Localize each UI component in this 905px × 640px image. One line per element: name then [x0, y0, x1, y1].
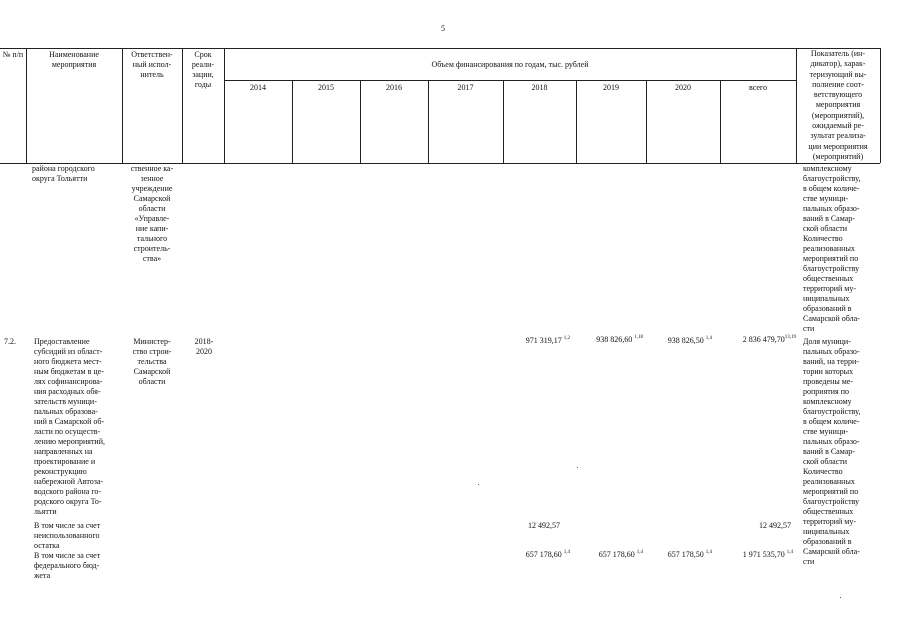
header-year-2015: 2015: [318, 83, 334, 92]
header-total: всего: [748, 83, 767, 92]
header-indicator: Показатель (ин- дикатор), харак- теризующий вы- полнение соот- ветствующего мероприятия (мероприятий), ожидаемый ре- зультат реализа- ции мероприятия (мероприятий): [808, 49, 868, 161]
sub1-name: В том числе за счет неиспользованного остатка: [34, 521, 101, 550]
row-responsible: Министер- ство строи- тельства Самарской области: [132, 337, 172, 386]
scan-speck: [577, 467, 578, 468]
page-number: 5: [441, 24, 445, 33]
sub2-value-2019: 657 178,60 $^{1,4}$: [598, 550, 643, 559]
row-number: 7.2.: [4, 337, 16, 346]
row-indicator: Доля муници- пальных образо- ваний, на терри- тории которых проведены ме- роприятия по комплексному благоустройству, в общем количе- стве муници- пальных образо- ваний в Самар- ской области Количество реализованных мероприятий по благоустройству общественных территорий му- ниципальных образований в Самарской обла- сти: [803, 337, 861, 566]
row-name: Предоставление субсидий из област- ного бюджета мест- ным бюджетам в це- лях софинансирова- ния расходных обя- зательств муници- пальных образова- ний в Самарской об- ласти по осуществ- лению мероприятий, направленных на проектирование и реконструкцию набережной Автоза- водского района го- родского округа То- льятти: [34, 337, 105, 516]
header-year-2017: 2017: [457, 83, 474, 92]
header-name: Наименование мероприятия: [49, 50, 99, 69]
header-year-2018: 2018: [531, 83, 548, 92]
value-2019: 938 826,60 $^{1,18}$: [596, 335, 643, 344]
header-responsible: Ответствен- ный испол- нитель: [131, 50, 173, 79]
value-2020: 938 826,50 $^{1,4}$: [667, 336, 712, 345]
header-term: Срок реали- зации, годы: [191, 50, 215, 89]
header-year-2014: 2014: [250, 83, 266, 92]
sub2-value-2018: 657 178,60 $^{1,4}$: [525, 550, 570, 559]
header-funding: Объем финансирования по годам, тыс. рублей: [431, 60, 589, 69]
sub1-value-total: 12 492,57: [759, 521, 791, 530]
sub2-value-total: 1 971 535,70 $^{1,4}$: [742, 550, 793, 559]
scan-speck: [840, 597, 841, 598]
sub1-value-2018: 12 492,57: [528, 521, 560, 530]
value-2018: 971 319,17 $^{1,2}$: [525, 336, 570, 345]
header-year-2019: 2019: [603, 83, 619, 92]
scan-speck: [478, 484, 479, 485]
header-year-2020: 2020: [675, 83, 691, 92]
sub2-name: В том числе за счет федерального бюд- жета: [34, 551, 101, 580]
header-num: № п/п: [2, 50, 24, 59]
value-total: 2 836 479,70$^{13,19}$: [742, 335, 796, 344]
row-term: 2018- 2020: [194, 337, 214, 356]
cont-indicator: комплексному благоустройству, в общем количе- стве муници- пальных образо- ваний в Самар- ской области Количество реализованных мероприятий по благоустройству общественных территорий му- ниципальных образований в Самарской обла- сти: [803, 164, 861, 333]
cont-responsible: ственное ка- зенное учреждение Самарской области «Управле- ние капи- тального строитель- ства»: [130, 164, 174, 263]
header-year-2016: 2016: [386, 83, 402, 92]
sub2-value-2020: 657 178,50 $^{1,4}$: [667, 550, 712, 559]
cont-name: района городского округа Тольятти: [32, 164, 95, 183]
